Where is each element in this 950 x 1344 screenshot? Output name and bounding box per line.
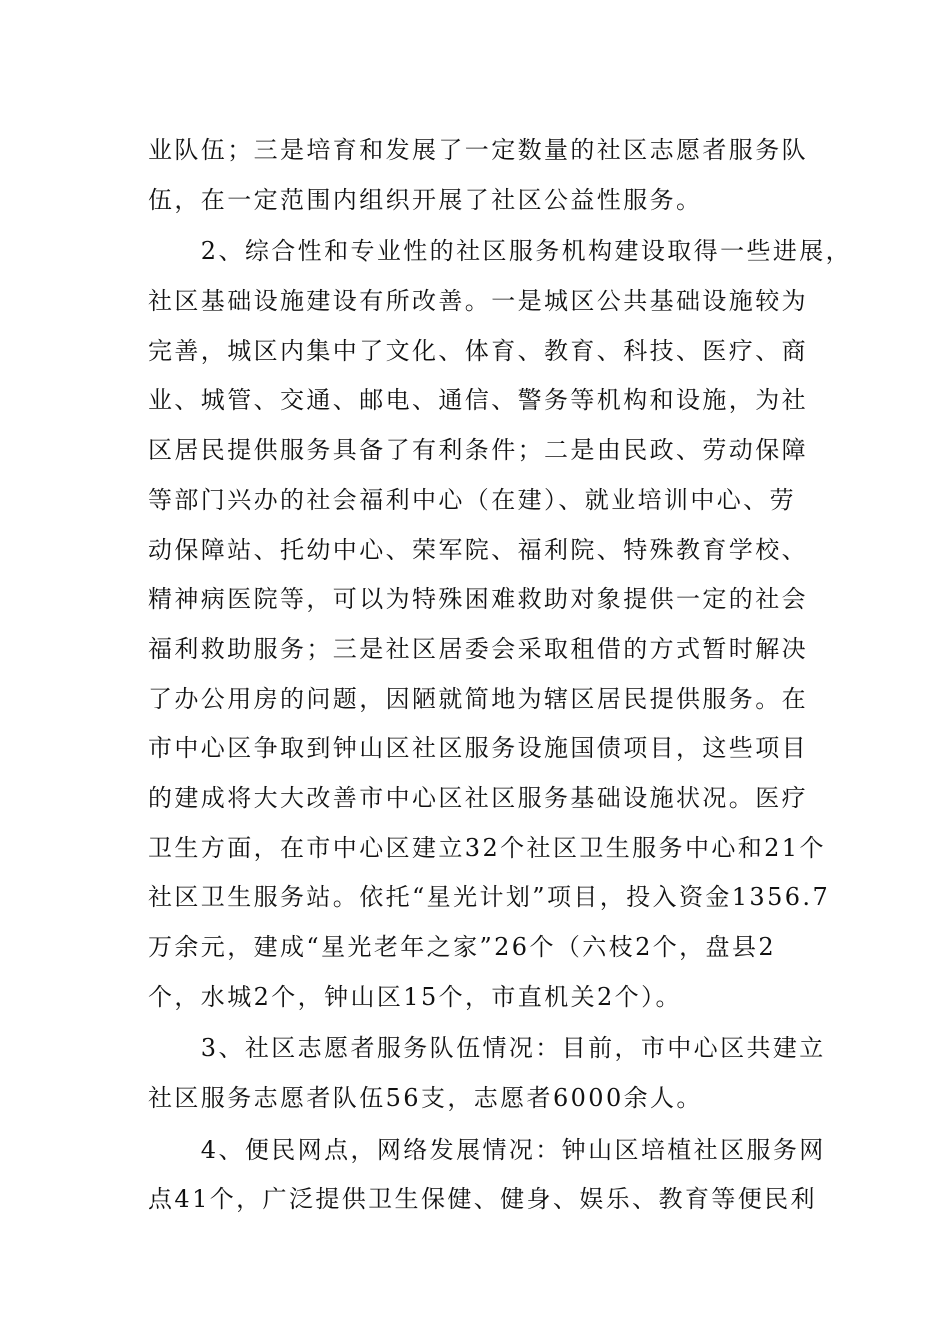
text-line: 等部门兴办的社会福利中心（在建）、就业培训中心、劳 bbox=[148, 485, 796, 514]
text-line: 万余元，建成“星光老年之家”26个（六枝2个，盘县2 bbox=[148, 933, 777, 961]
text-line: 个，水城2个，钟山区15个，市直机关2个）。 bbox=[148, 982, 682, 1011]
text-line: 的建成将大大改善市中心区社区服务基础设施状况。医疗 bbox=[148, 783, 808, 812]
text-line: 区居民提供服务具备了有利条件；二是由民政、劳动保障 bbox=[148, 436, 808, 465]
text-line: 2、综合性和专业性的社区服务机构建设取得一些进展， bbox=[148, 237, 853, 266]
text-line: 完善，城区内集中了文化、体育、教育、科技、医疗、商 bbox=[148, 336, 808, 365]
text-line: 社区基础设施建设有所改善。一是城区公共基础设施较为 bbox=[148, 287, 808, 316]
paragraph-1 bbox=[148, 126, 818, 225]
text-line: 业、城管、交通、邮电、通信、警务等机构和设施，为社 bbox=[148, 386, 808, 415]
text-line: 业队伍；三是培育和发展了一定数量的社区志愿者服务队 bbox=[148, 136, 808, 164]
text-line: 动保障站、托幼中心、荣军院、福利院、特殊教育学校、 bbox=[148, 535, 808, 564]
text-line: 福利救助服务；三是社区居委会采取租借的方式暂时解决 bbox=[148, 634, 808, 663]
paragraph-4 bbox=[148, 1126, 826, 1225]
text-line: 伍，在一定范围内组织开展了社区公益性服务。 bbox=[148, 185, 703, 214]
text-line: 3、社区志愿者服务队伍情况：目前，市中心区共建立 bbox=[148, 1034, 826, 1063]
text-line: 精神病医院等，可以为特殊困难救助对象提供一定的社会 bbox=[148, 585, 808, 614]
paragraph-3 bbox=[148, 1024, 826, 1123]
text-line: 了办公用房的问题，因陋就简地为辖区居民提供服务。在 bbox=[148, 684, 808, 713]
text-line: 社区卫生服务站。依托“星光计划”项目，投入资金1356.7 bbox=[148, 883, 831, 912]
text-line: 卫生方面，在市中心区建立32个社区卫生服务中心和21个 bbox=[148, 833, 826, 862]
body-text bbox=[148, 126, 853, 1225]
text-line: 点41个，广泛提供卫生保健、健身、娱乐、教育等便民利 bbox=[148, 1185, 817, 1214]
text-line: 社区服务志愿者队伍56支，志愿者6000余人。 bbox=[148, 1084, 703, 1113]
text-line: 4、便民网点，网络发展情况：钟山区培植社区服务网 bbox=[148, 1135, 826, 1164]
text-line: 市中心区争取到钟山区社区服务设施国债项目，这些项目 bbox=[148, 734, 808, 763]
paragraph-2 bbox=[148, 227, 853, 1022]
